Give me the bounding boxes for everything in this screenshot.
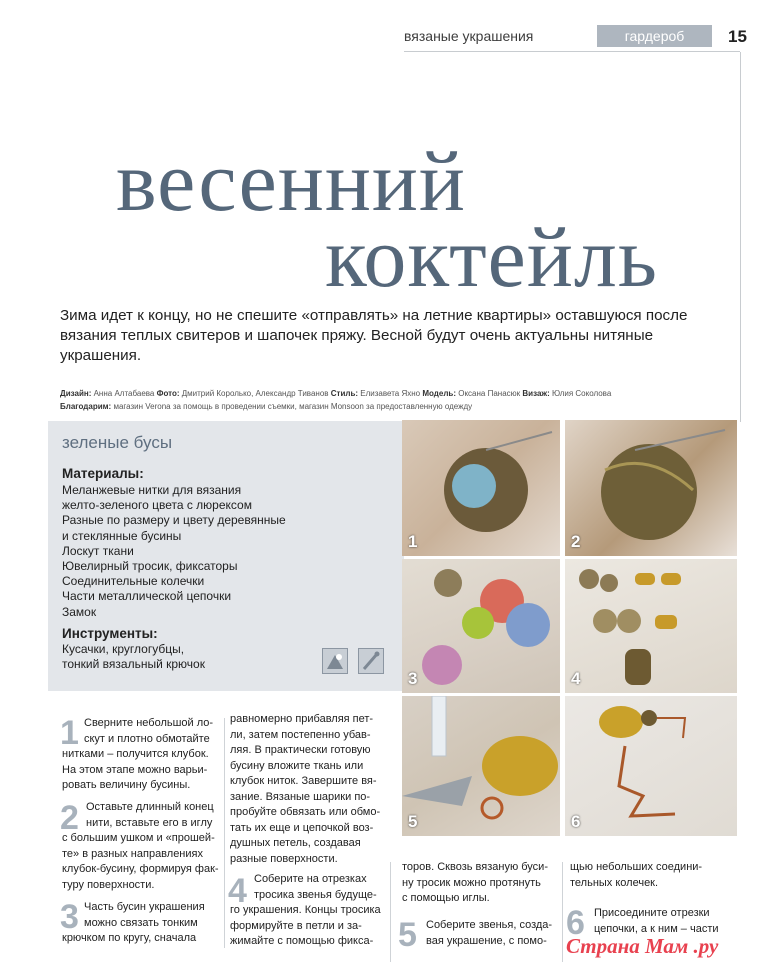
list-item: желто-зеленого цвета с люрексом [62,498,252,513]
text-line: ровать величину бусины. [62,779,191,791]
step-number: 2 [60,799,79,837]
text-line: тать их еще и цепочкой воз- [230,821,374,834]
step-text [594,906,738,937]
step-photo-6 [565,696,737,836]
credit-value: Юлия Соколова [551,389,612,398]
column-divider [562,862,563,962]
step-text [62,900,222,947]
column-divider [224,718,225,948]
text-line: жимайте с помощью фикса- [230,935,374,947]
list-item: тонкий вязальный крючок [62,657,205,672]
list-item: Соединительные колечки [62,574,205,589]
step-text-continued [402,860,562,907]
step-photo-4 [565,559,737,693]
text-line: Оставьте длинный конец [86,801,214,813]
step-number: 6 [566,904,585,942]
step-text-continued [570,860,730,891]
lead-paragraph: Зима идет к концу, но не спешите «отправлять» на летние квартиры» оставшуюся после вязания теплых свитеров и шапочек пряжу. Весной будут очень актуальны нитяные украшения. [60,307,688,364]
credit-value: Елизавета Яхно [360,389,421,398]
credits-line [60,389,611,398]
thanks-line [60,402,472,411]
text-line: нити, вставьте его в иглу [86,816,213,829]
header-rule [404,51,740,52]
text-line: ли, затем постепенно убав- [230,728,371,741]
step-text [426,918,562,949]
list-item: Лоскут ткани [62,543,134,558]
section-tab: гардероб [597,25,712,47]
step-photo-1 [402,420,560,556]
text-line: скут и плотно обмотайте [84,732,210,745]
page-number: 15 [728,27,747,46]
title-line-1: весенний [116,133,466,229]
text-line: клубок-бусину, формируя фак- [62,863,219,875]
text-line: с большим ушком и «прошей- [62,832,215,844]
step-text [230,872,390,950]
photo-number: 1 [408,532,418,551]
credit-label: Модель: [422,389,456,398]
text-line: Присоедините отрезки [594,907,710,919]
text-line: те» в разных направлениях [62,847,203,860]
column-divider [390,862,391,962]
text-line: клубок ниток. Завершите вя- [230,775,377,787]
text-line: туру поверхности. [62,878,155,891]
step-text [62,716,222,794]
text-line: тросика звенья будуще- [254,888,377,901]
list-item: Меланжевые нитки для вязания [62,483,242,497]
right-rule [740,52,741,422]
tools-heading: Инструменты: [62,626,158,641]
crochet-hook-icon [358,648,384,674]
text-line: душных петель, создавая [230,837,361,849]
list-item: Части металлической цепочки [62,589,232,604]
text-line: можно связать тонким [84,916,198,929]
watermark: Страна Мам .ру [566,934,719,958]
difficulty-icon [322,648,348,674]
credit-label: Благодарим: [60,402,112,411]
text-line: нитками – получится клубок. [62,748,209,760]
step-photo-3 [402,559,560,693]
text-line: На этом этапе можно варьи- [62,763,208,776]
credit-label: Визаж: [522,389,550,398]
text-line: Соберите на отрезках [254,873,367,885]
materials-heading: Материалы: [62,466,144,481]
text-line: щью небольших соедини- [570,861,703,873]
photo-number: 4 [571,669,581,688]
photo-number: 6 [571,812,581,831]
credit-label: Дизайн: [60,389,92,398]
photo-number: 2 [571,532,581,551]
text-line: разные поверхности. [230,852,338,865]
step-number: 1 [60,714,79,752]
list-item: Кусачки, круглогубцы, [62,642,185,656]
step-number: 5 [398,916,417,954]
title-line-2: коктейль [325,209,658,305]
list-item: Ювелирный тросик, фиксаторы [62,559,238,574]
list-item: Замок [62,604,97,619]
text-line: Соберите звенья, созда- [426,919,553,931]
text-line: равномерно прибавляя пет- [230,713,374,725]
text-line: формируйте в петли и за- [230,919,362,932]
section-label: вязаные украшения [404,28,534,44]
photo-number: 3 [408,669,418,688]
text-line: торов. Сквозь вязаную буси- [402,861,548,873]
text-line: ну тросик можно протянуть [402,876,541,889]
text-line: Сверните небольшой ло- [84,717,214,729]
text-line: крючком по кругу, сначала [62,932,197,944]
materials-list [62,483,286,620]
step-text [62,800,222,893]
text-line: с помощью иглы. [402,892,490,904]
step-number: 4 [228,872,247,910]
text-line: пробуйте обвязать или обмо- [230,806,381,818]
project-title: зеленые бусы [62,433,173,452]
list-item: Разные по размеру и цвету деревянные [62,513,286,528]
credit-value: Дмитрий Королько, Александр Тиванов [181,389,329,398]
credit-value: Анна Алтабаева [93,389,155,398]
step-text-continued [230,712,396,867]
photo-number: 5 [408,812,418,831]
text-line: Часть бусин украшения [84,901,205,913]
list-item: и стеклянные бусины [62,528,182,543]
step-number: 3 [60,898,79,936]
text-line: вая украшение, с помо- [426,934,547,947]
text-line: бусину вложите ткань или [230,759,364,772]
text-line: тельных колечек. [570,876,659,889]
text-line: зание. Вязаные шарики по- [230,790,371,803]
credit-label: Стиль: [330,389,359,398]
credit-value: магазин Verona за помощь в проведении съемки, магазин Monsoon за предоставленную одежду [113,402,473,411]
credit-value: Оксана Панасюк [458,389,521,398]
credit-label: Фото: [156,389,180,398]
step-photo-5 [402,696,560,836]
text-line: го украшения. Концы тросика [230,904,381,916]
step-photo-2 [565,420,737,556]
tools-list [62,642,205,672]
text-line: цепочки, а к ним – части [594,922,719,935]
text-line: ляя. В практически готовую [230,744,371,756]
